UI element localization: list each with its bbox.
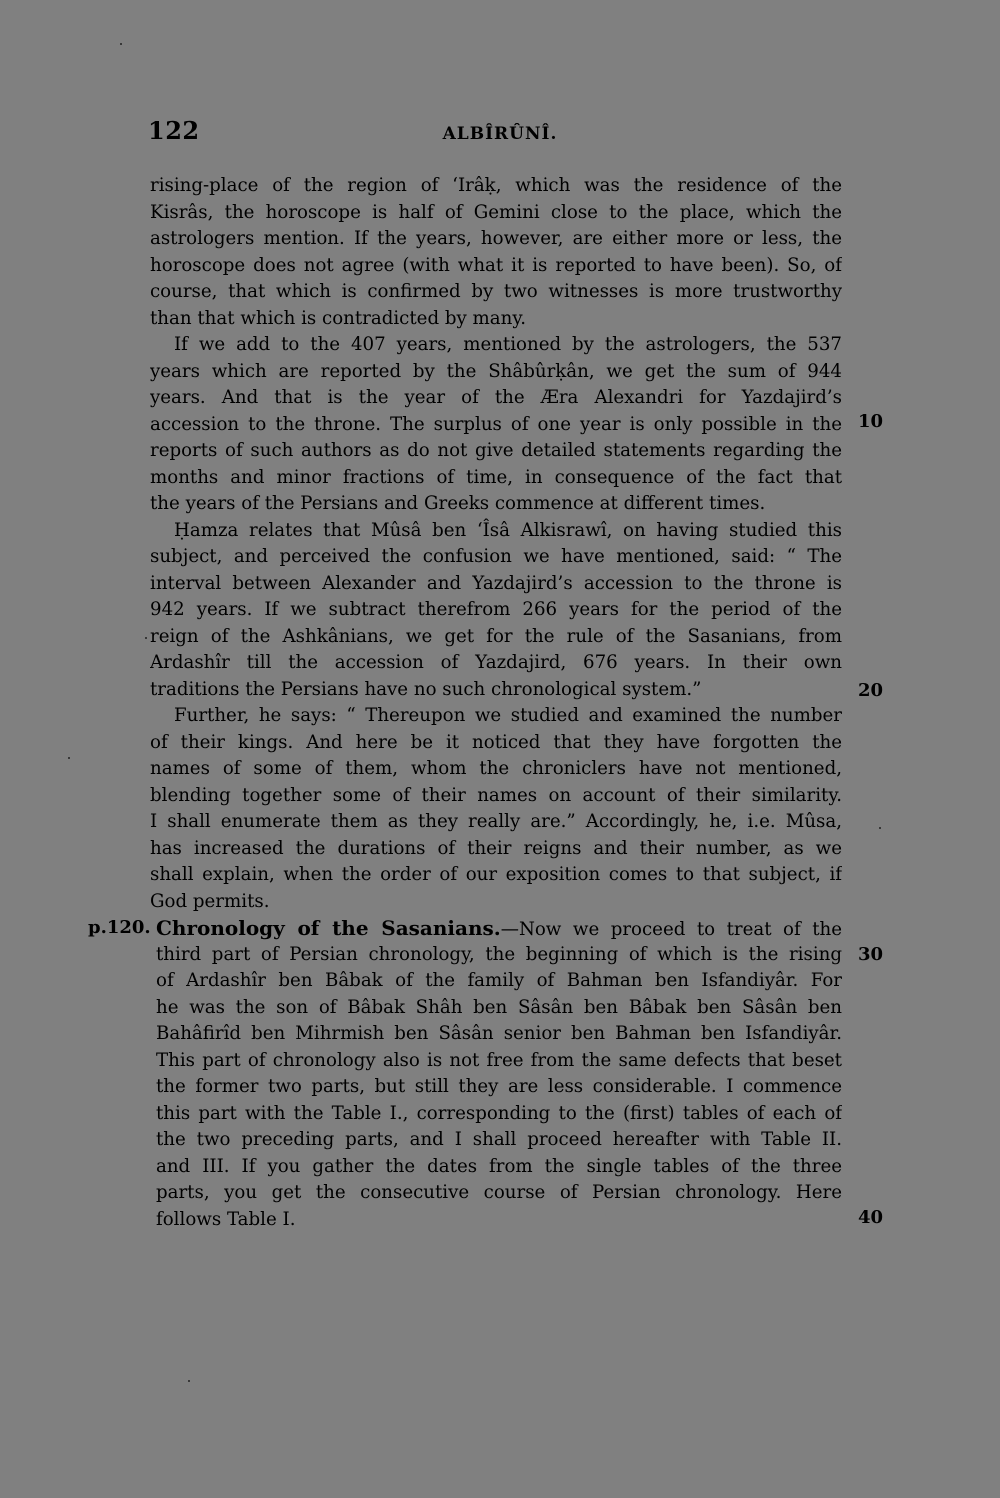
body-text	[150, 173, 842, 1233]
text-line: months and minor fractions of time, in consequence of the fact that	[150, 466, 842, 488]
text-line: subject, and perceived the confusion we have mentioned, said: “ The	[150, 546, 842, 567]
text-line-with-heading	[150, 915, 842, 942]
text-line: Kisrâs, the horoscope is half of Gemini close to the place, which the	[150, 201, 842, 223]
margin-page-reference: p.120.	[88, 917, 151, 938]
text-line: blending together some of their names on account of their similarity.	[150, 784, 842, 806]
text-line: and III. If you gather the dates from the single tables of the three	[156, 1155, 842, 1177]
text-line: of Ardashîr ben Bâbak of the family of Bahman ben Isfandiyâr. For	[156, 970, 842, 991]
text-line: names of some of them, whom the chroniclers have not mentioned,	[150, 758, 842, 779]
text-line: reports of such authors as do not give detailed statements regarding the	[150, 440, 842, 461]
line-number-30: 30	[858, 944, 884, 965]
section-heading: Chronology of the Sasanians.	[156, 916, 501, 940]
text-line: Ardashîr till the accession of Yazdajird, 676 years. In their own	[150, 652, 842, 673]
text-line: This part of chronology also is not free from the same defects that beset	[156, 1049, 842, 1071]
text-line: the former two parts, but still they are less considerable. I commence	[156, 1076, 842, 1097]
scan-speck	[68, 757, 70, 759]
line-number-10: 10	[858, 411, 884, 432]
text-line: traditions the Persians have no such chronological system.”	[150, 678, 702, 700]
scan-speck	[120, 43, 122, 45]
scan-speck	[879, 827, 881, 829]
text-line: years. And that is the year of the Æra Alexandri for Yazdajird’s	[150, 387, 842, 408]
text-line: horoscope does not agree (with what it is reported to have been). So, of	[150, 254, 842, 276]
running-head: ALBÎRÛNÎ.	[442, 124, 558, 144]
scan-speck	[145, 637, 147, 639]
text-line: God permits.	[150, 890, 270, 912]
text-line: accession to the throne. The surplus of one year is only possible in the	[150, 413, 842, 435]
text-line: the two preceding parts, and I shall proceed hereafter with Table II.	[156, 1129, 842, 1150]
text-line: shall explain, when the order of our exposition comes to that subject, if	[150, 864, 842, 885]
text-line: 942 years. If we subtract therefrom 266 years for the period of the	[150, 599, 842, 620]
text-line: course, that which is confirmed by two witnesses is more trustworthy	[150, 281, 842, 302]
text-line: Ḥamza relates that Mûsâ ben ‘Îsâ Alkisrawî, on having studied this	[174, 519, 842, 541]
text-line: interval between Alexander and Yazdajird’s accession to the throne is	[150, 572, 842, 594]
text-line: than that which is contradicted by many.	[150, 307, 527, 329]
text-run: —Now we proceed to treat of the	[500, 919, 842, 940]
text-line: he was the son of Bâbak Shâh ben Sâsân ben Bâbak ben Sâsân ben	[156, 996, 842, 1018]
text-line: I shall enumerate them as they really are.” Accordingly, he, i.e. Mûsa,	[150, 811, 842, 832]
text-line: follows Table I.	[156, 1208, 296, 1230]
text-line: rising-place of the region of ‘Irâḳ, which was the residence of the	[150, 175, 842, 196]
text-line: reign of the Ashkânians, we get for the rule of the Sasanians, from	[150, 625, 842, 647]
page-number: 122	[148, 116, 200, 145]
text-line: of their kings. And here be it noticed that they have forgotten the	[150, 731, 842, 753]
text-line: If we add to the 407 years, mentioned by the astrologers, the 537	[174, 334, 842, 355]
line-number-20: 20	[858, 680, 884, 701]
text-line: astrologers mention. If the years, however, are either more or less, the	[150, 228, 842, 249]
text-line: years which are reported by the Shâbûrḳân, we get the sum of 944	[150, 360, 842, 382]
text-line: parts, you get the consecutive course of Persian chronology. Here	[156, 1182, 842, 1203]
text-line: has increased the durations of their reigns and their number, as we	[150, 837, 842, 859]
text-line: Further, he says: “ Thereupon we studied and examined the number	[174, 705, 842, 726]
text-line: the years of the Persians and Greeks commence at different times.	[150, 493, 766, 514]
text-line: Bahâfirîd ben Mihrmish ben Sâsân senior ben Bahman ben Isfandiyâr.	[156, 1023, 842, 1044]
scan-speck	[188, 1380, 190, 1382]
text-line: this part with the Table I., corresponding to the (first) tables of each of	[156, 1102, 842, 1124]
text-line: third part of Persian chronology, the beginning of which is the rising	[156, 943, 842, 965]
line-number-40: 40	[858, 1207, 884, 1228]
